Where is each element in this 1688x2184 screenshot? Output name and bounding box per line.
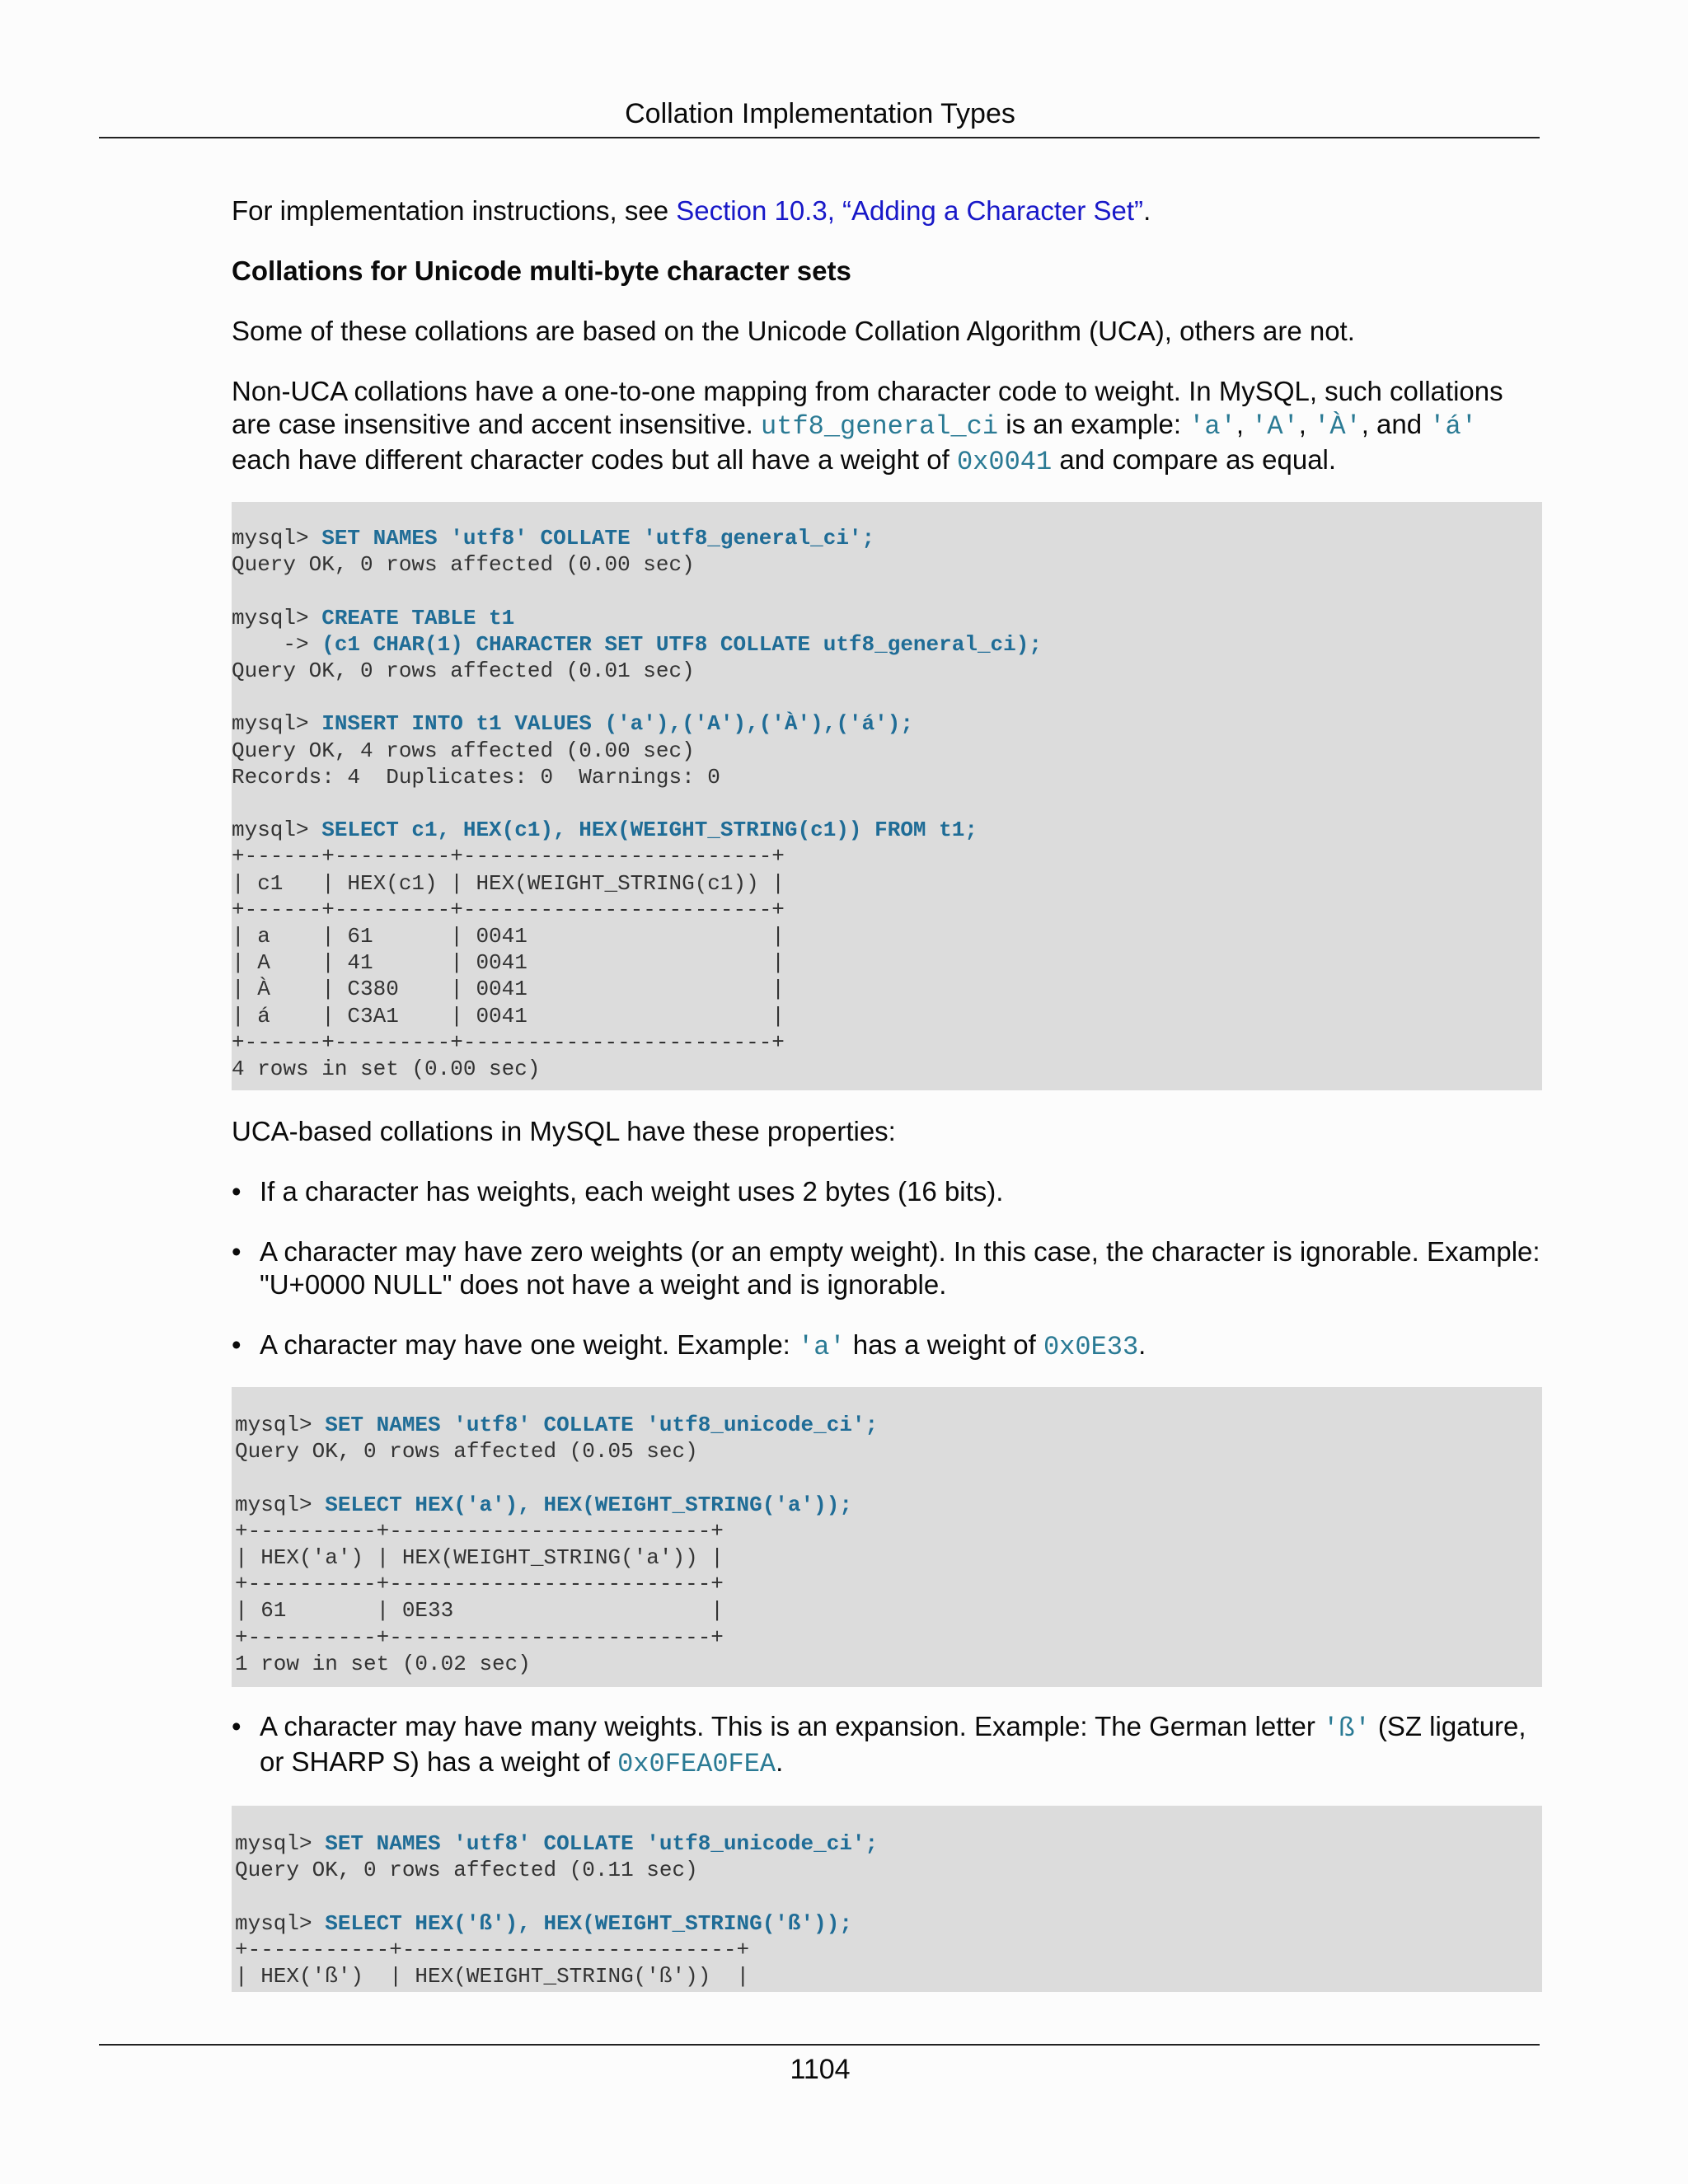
bullet-dot-icon: •	[232, 1176, 241, 1207]
header-rule	[99, 137, 1540, 138]
code-literal: 'a'	[1189, 411, 1236, 442]
uca-properties-list-continued	[232, 1710, 1542, 1781]
bullet-dot-icon: •	[232, 1711, 241, 1741]
code-literal: 0x0E33	[1043, 1332, 1139, 1362]
footer-rule	[99, 2044, 1540, 2046]
code-literal: 'À'	[1314, 411, 1362, 442]
uca-properties-list	[232, 1175, 1542, 1364]
list-item: • A character may have many weights. This is an expansion. Example: The German letter 'ß' (SZ ligature, or SHARP S) has a weight of 0x0FEA0FEA.	[232, 1711, 1526, 1779]
non-uca-paragraph: Non-UCA collations have a one-to-one mapping from character code to weight. In MySQL, such collations are case insensitive and accent insensitive. utf8_general_ci is an example: 'a', 'A', 'À', and 'á' each have different character codes but all have a weight of 0x0041 and compare as equal.	[232, 376, 1503, 477]
code-literal: 0x0041	[956, 447, 1053, 477]
code-example-expansion: mysql> SET NAMES 'utf8' COLLATE 'utf8_unicode_ci'; Query OK, 0 rows affected (0.11 sec) mysql> SELECT HEX('ß'), HEX(WEIGHT_STRING('ß')); +-----------+--------------------------+ | HEX('ß') | HEX(WEIGHT_STRING('ß')) |	[232, 1806, 1542, 1992]
page-number: 1104	[790, 2054, 851, 2085]
list-item: • A character may have one weight. Example: 'a' has a weight of 0x0E33.	[232, 1329, 1146, 1362]
uca-properties-paragraph: UCA-based collations in MySQL have these properties:	[232, 1116, 896, 1146]
intro-paragraph	[232, 194, 1542, 227]
bullet-dot-icon: •	[232, 1236, 241, 1267]
code-literal: 'á'	[1429, 411, 1477, 442]
section-heading: Collations for Unicode multi-byte character sets	[232, 255, 851, 286]
list-item: • A character may have zero weights (or an empty weight). In this case, the character is ignorable. Example: "U+0000 NULL" does not have a weight and is ignorable.	[232, 1236, 1540, 1300]
page-header-title: Collation Implementation Types	[625, 98, 1015, 129]
code-example-general-ci: mysql> SET NAMES 'utf8' COLLATE 'utf8_general_ci'; Query OK, 0 rows affected (0.00 sec) mysql> CREATE TABLE t1 -> (c1 CHAR(1) CHARACTER SET UTF8 COLLATE utf8_general_ci); Query OK, 0 rows affected (0.01 sec) mysql> INSERT INTO t1 VALUES ('a'),('A'),('À'),('á'); Query OK, 4 rows affected (0.00 sec) Records: 4 Duplicates: 0 Warnings: 0 mysql> SELECT c1, HEX(c1), HEX(WEIGHT_STRING(c1)) FROM t1; +------+---------+------------------------+ | c1 | HEX(c1) | HEX(WEIGHT_STRING(c1)) | +------+---------+------------------------+ | a | 61 | 0041 | | A | 41 | 0041 | | À | C380 | 0041 | | á | C3A1 | 0041 | +------+---------+------------------------+ 4 rows in set (0.00 sec)	[232, 502, 1542, 1090]
list-item: • If a character has weights, each weight uses 2 bytes (16 bits).	[232, 1176, 1004, 1207]
code-literal: 'A'	[1251, 411, 1299, 442]
bullet-dot-icon: •	[232, 1329, 241, 1360]
code-literal: 0x0FEA0FEA	[617, 1749, 776, 1779]
section-10-3-link[interactable]: Section 10.3, “Adding a Character Set”	[676, 195, 1144, 226]
page-body	[232, 194, 1542, 1992]
code-example-single-weight: mysql> SET NAMES 'utf8' COLLATE 'utf8_unicode_ci'; Query OK, 0 rows affected (0.05 sec) mysql> SELECT HEX('a'), HEX(WEIGHT_STRING('a')); +----------+-------------------------+ | HEX('a') | HEX(WEIGHT_STRING('a')) | +----------+-------------------------+ | 61 | 0E33 | +----------+-------------------------+ 1 row in set (0.02 sec)	[232, 1387, 1542, 1687]
intro-text: For implementation instructions, see	[232, 195, 677, 226]
intro-suffix: .	[1143, 195, 1151, 226]
uca-paragraph: Some of these collations are based on the Unicode Collation Algorithm (UCA), others are not.	[232, 316, 1355, 346]
code-literal: 'a'	[798, 1332, 846, 1362]
code-literal: 'ß'	[1323, 1713, 1371, 1744]
code-literal: utf8_general_ci	[761, 411, 999, 442]
